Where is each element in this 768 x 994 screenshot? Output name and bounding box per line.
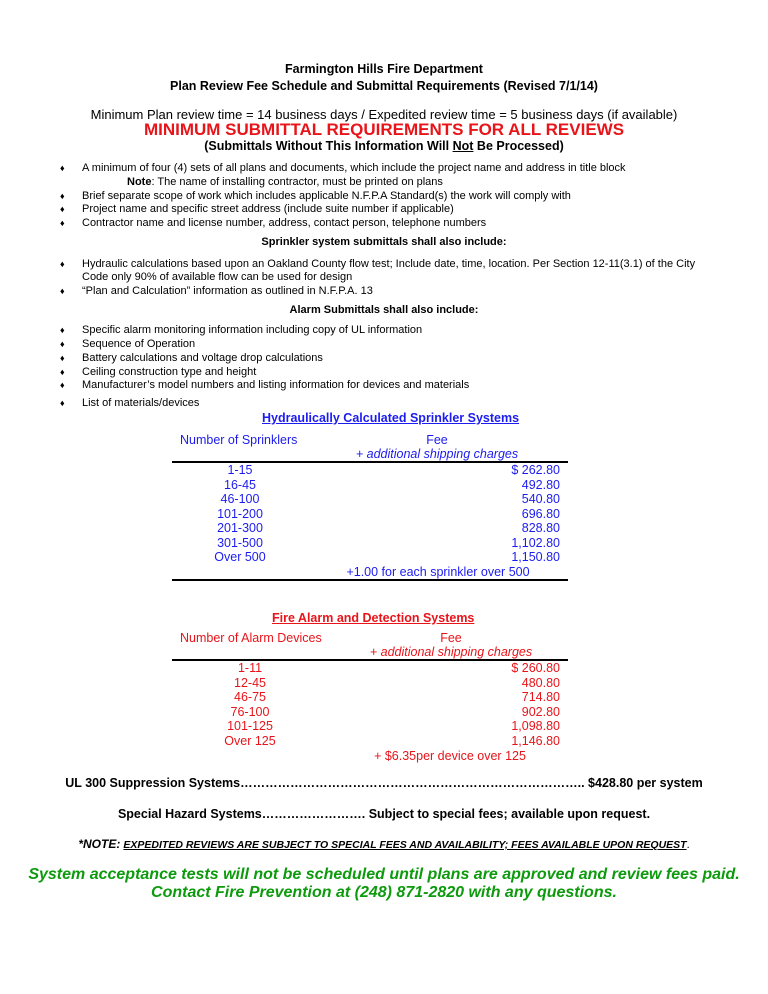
diamond-bullet-icon: ♦ (60, 339, 65, 349)
diamond-bullet-icon: ♦ (60, 218, 65, 228)
diamond-bullet-icon: ♦ (60, 163, 65, 173)
sprinkler-ranges: 1-15 16-45 46-100 101-200 201-300 301-500 Over 500 (214, 463, 266, 564)
minimum-requirements-heading: MINIMUM SUBMITTAL REQUIREMENTS FOR ALL REVIEWS (143, 120, 625, 139)
alarm-fee-header: Fee + additional shipping charges (369, 631, 533, 659)
alarm-submittals-heading: Alarm Submittals shall also include: (289, 304, 479, 316)
department-title: Farmington Hills Fire Department (285, 62, 483, 76)
sprinkler-table-footer: +1.00 for each sprinkler over 500 (346, 565, 530, 579)
diamond-bullet-icon: ♦ (60, 286, 65, 296)
special-hazard-fee-line: Special Hazard Systems……………………. Subject to special fees; available upon request. (117, 807, 651, 821)
sprinkler-count-header: Number of Sprinklers (180, 433, 298, 447)
diamond-bullet-icon: ♦ (60, 398, 65, 408)
diamond-bullet-icon: ♦ (60, 380, 65, 390)
sprinkler-submittals-heading: Sprinkler system submittals shall also include: (261, 236, 507, 248)
ul300-fee-line: UL 300 Suppression Systems……………………………………………………………………….. $428.80 per system (65, 776, 703, 790)
document-subtitle: Plan Review Fee Schedule and Submittal Requirements (Revised 7/1/14) (170, 79, 598, 93)
alarm-fees: $ 260.80 480.80 714.80 902.80 1,098.80 1,146.80 (511, 661, 560, 748)
diamond-bullet-icon: ♦ (60, 353, 65, 363)
alarm-table-footer: + $6.35per device over 125 (374, 749, 526, 763)
alarm-count-header: Number of Alarm Devices (180, 631, 322, 645)
diamond-bullet-icon: ♦ (60, 367, 65, 377)
sprinkler-fees: $ 262.80 492.80 540.80 696.80 828.80 1,102.80 1,150.80 (511, 463, 560, 564)
diamond-bullet-icon: ♦ (60, 204, 65, 214)
closing-line-2: Contact Fire Prevention at (248) 871-2820 with any questions. (151, 884, 617, 901)
closing-line-1: System acceptance tests will not be scheduled until plans are approved and review fees paid. (28, 866, 740, 883)
table-divider (172, 579, 568, 581)
diamond-bullet-icon: ♦ (60, 325, 65, 335)
alarm-table-title: Fire Alarm and Detection Systems (272, 611, 475, 625)
sprinkler-table-title: Hydraulically Calculated Sprinkler Systems (262, 411, 520, 425)
expedited-note: *NOTE: EXPEDITED REVIEWS ARE SUBJECT TO SPECIAL FEES AND AVAILABILITY; FEES AVAILABLE UPON REQUEST. (78, 837, 690, 851)
processing-note: (Submittals Without This Information Will Not Be Processed) (204, 139, 564, 153)
diamond-bullet-icon: ♦ (60, 259, 65, 269)
review-times: Minimum Plan review time = 14 business days / Expedited review time = 5 business days (if available) (90, 107, 678, 122)
sprinkler-fee-header: Fee + additional shipping charges (355, 433, 519, 461)
alarm-ranges: 1-11 12-45 46-75 76-100 101-125 Over 125 (224, 661, 276, 748)
diamond-bullet-icon: ♦ (60, 191, 65, 201)
